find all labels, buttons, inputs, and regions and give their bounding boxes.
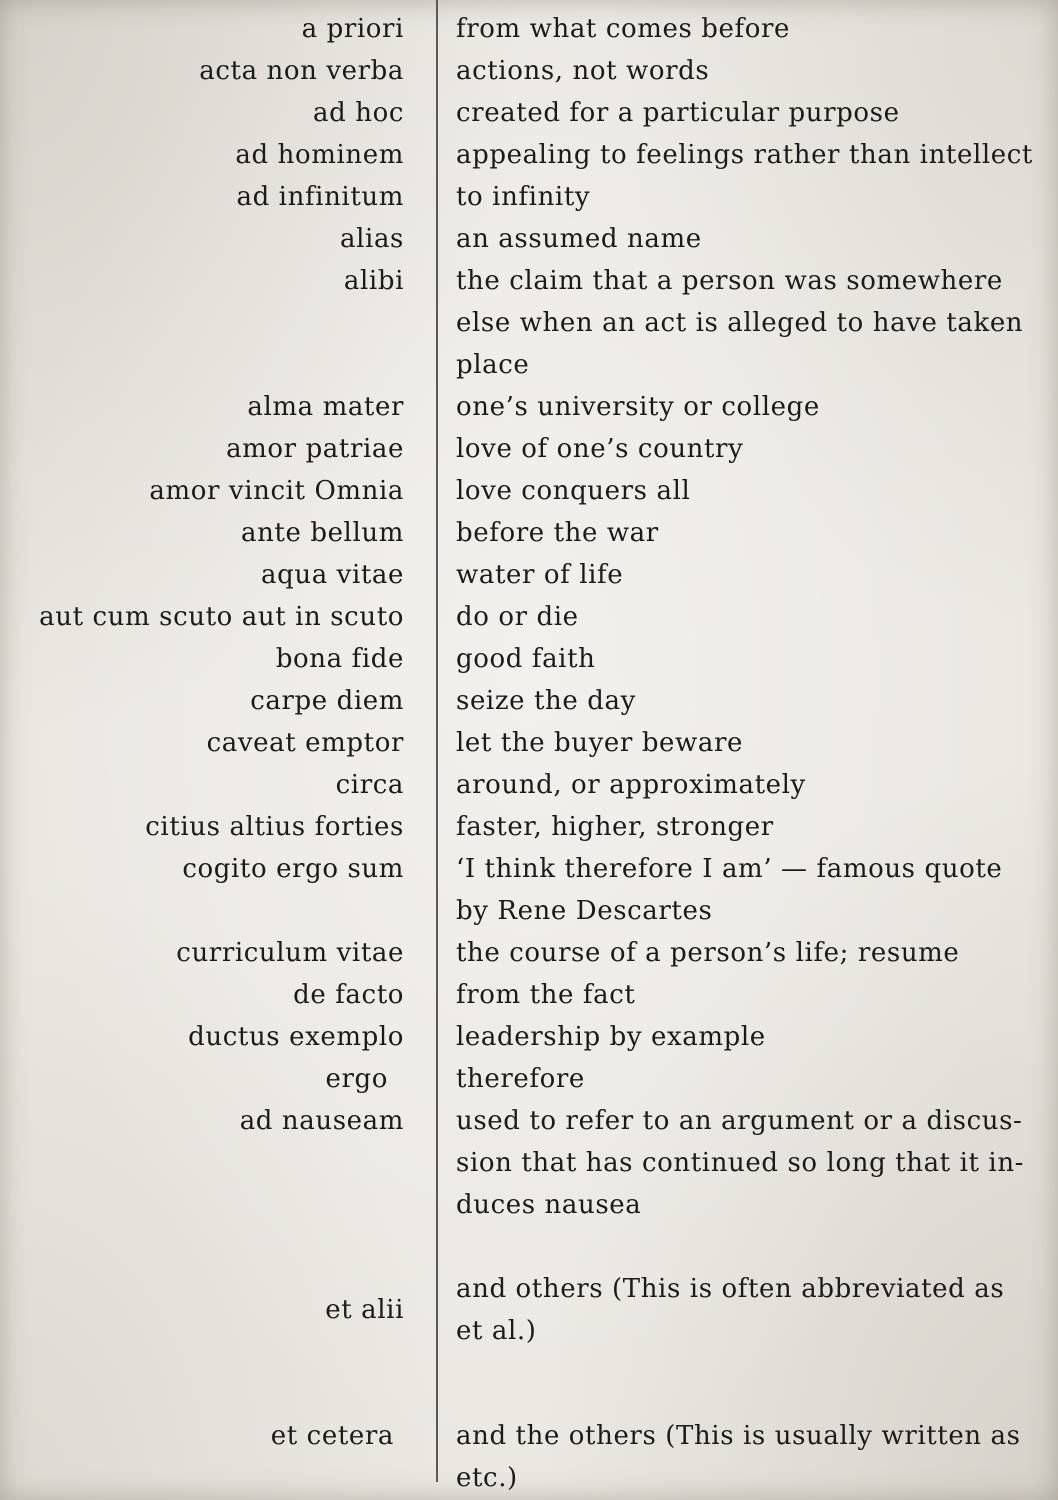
- definition-line: to infinity: [456, 182, 591, 212]
- latin-term: ductus exemplo: [188, 1022, 404, 1052]
- definition-line: from what comes before: [456, 14, 791, 44]
- latin-term: amor patriae: [226, 434, 404, 464]
- latin-term: carpe diem: [250, 686, 404, 716]
- definition-line: from the fact: [456, 980, 636, 1010]
- definition-line: good faith: [456, 644, 596, 674]
- definition-line: do or die: [456, 602, 579, 632]
- latin-term: de facto: [293, 980, 404, 1010]
- latin-term: circa: [335, 770, 404, 800]
- definition-line: let the buyer beware: [456, 728, 744, 758]
- definition-line: ‘I think therefore I am’ — famous quote: [456, 854, 1003, 884]
- definition-line: by Rene Descartes: [456, 896, 713, 926]
- definition-line: around, or approximately: [456, 770, 806, 800]
- definition-line: used to refer to an argument or a discus-: [456, 1106, 1023, 1136]
- column-divider: [436, 0, 438, 1482]
- definition-line: place: [456, 350, 530, 380]
- definition-line: the claim that a person was somewhere: [456, 266, 1003, 296]
- definition-line: therefore: [456, 1064, 585, 1094]
- latin-term: acta non verba: [199, 56, 404, 86]
- definition-line: duces nausea: [456, 1190, 642, 1220]
- definition-line: and others (This is often abbreviated as: [456, 1274, 1005, 1304]
- definition-line: one’s university or college: [456, 392, 820, 422]
- latin-term: ante bellum: [240, 518, 404, 548]
- latin-term: ad hoc: [313, 98, 404, 128]
- definition-line: sion that has continued so long that it in-: [456, 1148, 1025, 1178]
- definition-line: et al.): [456, 1316, 537, 1346]
- latin-term: a priori: [301, 14, 404, 44]
- latin-term: alias: [340, 224, 404, 254]
- definition-line: the course of a person’s life; resume: [456, 938, 960, 968]
- latin-term: ergo: [325, 1064, 388, 1094]
- definition-line: else when an act is alleged to have taken: [456, 308, 1024, 338]
- latin-term: alma mater: [247, 392, 404, 422]
- definition-line: and the others (This is usually written as: [456, 1421, 1021, 1451]
- definition-line: an assumed name: [456, 224, 702, 254]
- latin-term: et alii: [325, 1295, 404, 1325]
- latin-term: aqua vitae: [261, 560, 404, 590]
- latin-term: cogito ergo sum: [182, 854, 404, 884]
- definition-line: water of life: [456, 560, 624, 590]
- latin-term: bona fide: [275, 644, 404, 674]
- definition-line: love of one’s country: [456, 434, 744, 464]
- definition-line: etc.): [456, 1463, 518, 1493]
- latin-term: et cetera: [270, 1421, 394, 1451]
- definition-line: before the war: [456, 518, 659, 548]
- definition-line: leadership by example: [456, 1022, 766, 1052]
- definition-line: love conquers all: [456, 476, 691, 506]
- definition-line: appealing to feelings rather than intellect: [456, 140, 1033, 170]
- latin-term: caveat emptor: [206, 728, 404, 758]
- latin-term: citius altius forties: [145, 812, 404, 842]
- definition-line: faster, higher, stronger: [456, 812, 774, 842]
- latin-term: aut cum scuto aut in scuto: [39, 602, 404, 632]
- latin-term: ad hominem: [235, 140, 404, 170]
- latin-term: ad infinitum: [236, 182, 404, 212]
- latin-term: curriculum vitae: [176, 938, 404, 968]
- latin-term: alibi: [343, 266, 404, 296]
- latin-term: amor vincit Omnia: [149, 476, 404, 506]
- definition-line: seize the day: [456, 686, 636, 716]
- definition-line: actions, not words: [456, 56, 710, 86]
- latin-term: ad nauseam: [239, 1106, 404, 1136]
- definition-line: created for a particular purpose: [456, 98, 900, 128]
